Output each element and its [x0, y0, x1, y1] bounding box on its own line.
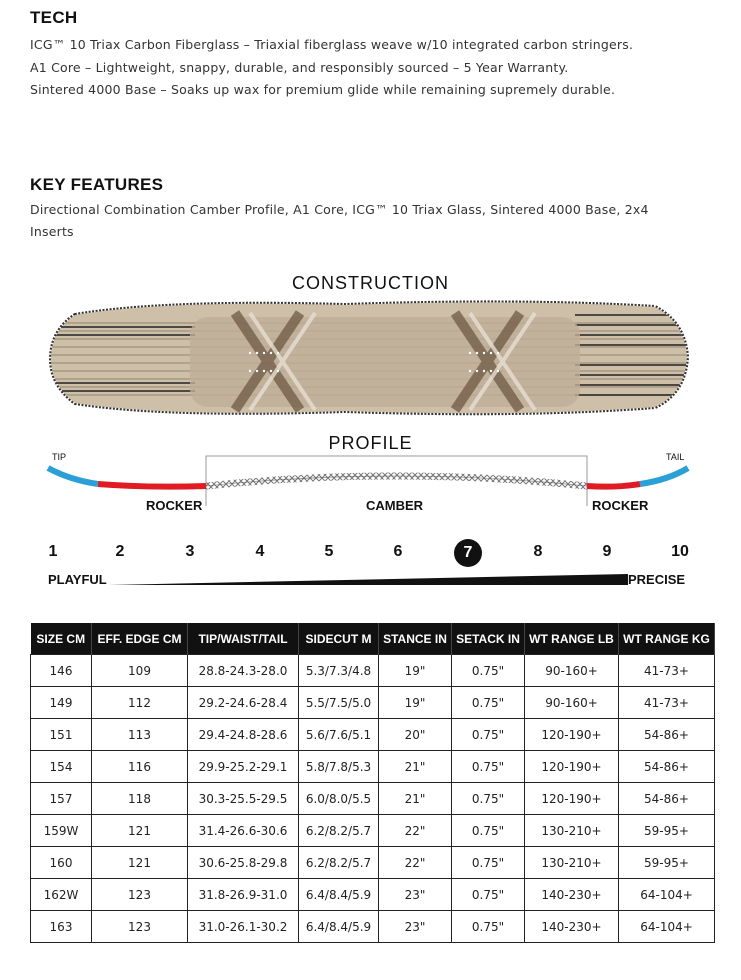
cell-stance: 22" [379, 815, 452, 847]
cell-sidecut: 5.8/7.8/5.3 [299, 751, 379, 783]
cell-wt-kg: 54-86+ [619, 783, 715, 815]
flex-7-selected: 7 [454, 539, 482, 567]
cell-tip-waist-tail: 30.6-25.8-29.8 [188, 847, 299, 879]
cell-wt-lb: 140-230+ [525, 879, 619, 911]
cell-size: 163 [31, 911, 92, 943]
table-row [31, 655, 715, 687]
specs-header-row [31, 623, 715, 655]
cell-eff-edge: 116 [92, 751, 188, 783]
cell-setback: 0.75" [452, 879, 525, 911]
cell-eff-edge: 109 [92, 655, 188, 687]
cell-setback: 0.75" [452, 911, 525, 943]
cell-wt-lb: 130-210+ [525, 847, 619, 879]
cell-tip-waist-tail: 31.4-26.6-30.6 [188, 815, 299, 847]
cell-wt-kg: 59-95+ [619, 815, 715, 847]
cell-setback: 0.75" [452, 687, 525, 719]
cell-stance: 21" [379, 783, 452, 815]
cell-wt-kg: 54-86+ [619, 751, 715, 783]
cell-eff-edge: 123 [92, 879, 188, 911]
tech-heading: TECH [30, 8, 78, 27]
flex-5: 5 [324, 543, 334, 560]
flex-9: 9 [602, 543, 612, 560]
cell-size: 157 [31, 783, 92, 815]
specs-table [30, 623, 715, 943]
flex-2: 2 [115, 543, 125, 560]
rocker-right-label: ROCKER [592, 498, 649, 513]
col-header-wt-kg: WT RANGE KG [619, 623, 715, 655]
cell-tip-waist-tail: 28.8-24.3-28.0 [188, 655, 299, 687]
cell-sidecut: 5.3/7.3/4.8 [299, 655, 379, 687]
cell-size: 154 [31, 751, 92, 783]
cell-wt-lb: 90-160+ [525, 687, 619, 719]
cell-setback: 0.75" [452, 783, 525, 815]
cell-stance: 22" [379, 847, 452, 879]
cell-setback: 0.75" [452, 751, 525, 783]
key-features-line-1: Directional Combination Camber Profile, A1 Core, ICG™ 10 Triax Glass, Sintered 4000 Base, 2x4 [30, 202, 649, 217]
cell-wt-lb: 90-160+ [525, 655, 619, 687]
cell-wt-kg: 59-95+ [619, 847, 715, 879]
cell-setback: 0.75" [452, 719, 525, 751]
cell-size: 146 [31, 655, 92, 687]
flex-3: 3 [185, 543, 195, 560]
construction-title: CONSTRUCTION [292, 273, 449, 293]
table-row [31, 815, 715, 847]
cell-sidecut: 6.0/8.0/5.5 [299, 783, 379, 815]
cell-tip-waist-tail: 31.0-26.1-30.2 [188, 911, 299, 943]
cell-size: 149 [31, 687, 92, 719]
cell-eff-edge: 121 [92, 815, 188, 847]
table-row [31, 687, 715, 719]
cell-wt-lb: 120-190+ [525, 783, 619, 815]
col-header-setback: SETACK IN [452, 623, 525, 655]
tip-label: TIP [52, 452, 67, 462]
cell-sidecut: 5.5/7.5/5.0 [299, 687, 379, 719]
construction-board-illustration [45, 295, 693, 423]
cell-eff-edge: 112 [92, 687, 188, 719]
tail-label: TAIL [666, 452, 685, 462]
flex-4: 4 [255, 543, 265, 560]
cell-stance: 20" [379, 719, 452, 751]
cell-tip-waist-tail: 30.3-25.5-29.5 [188, 783, 299, 815]
cell-sidecut: 6.2/8.2/5.7 [299, 847, 379, 879]
col-header-tip-waist-tail: TIP/WAIST/TAIL [188, 623, 299, 655]
flex-wedge [108, 572, 628, 586]
table-row [31, 719, 715, 751]
cell-stance: 23" [379, 911, 452, 943]
col-header-sidecut: SIDECUT M [299, 623, 379, 655]
table-row [31, 847, 715, 879]
cell-tip-waist-tail: 31.8-26.9-31.0 [188, 879, 299, 911]
flex-10: 10 [671, 543, 689, 560]
cell-wt-lb: 130-210+ [525, 815, 619, 847]
cell-wt-kg: 41-73+ [619, 655, 715, 687]
cell-sidecut: 6.4/8.4/5.9 [299, 911, 379, 943]
cell-setback: 0.75" [452, 655, 525, 687]
table-row [31, 783, 715, 815]
tech-line-2: A1 Core – Lightweight, snappy, durable, and responsibly sourced – 5 Year Warranty. [30, 60, 569, 75]
col-header-size: SIZE CM [31, 623, 92, 655]
tech-line-1: ICG™ 10 Triax Carbon Fiberglass – Triaxial fiberglass weave w/10 integrated carbon stringers. [30, 37, 634, 52]
flex-1: 1 [48, 543, 58, 560]
cell-wt-kg: 64-104+ [619, 911, 715, 943]
cell-stance: 19" [379, 687, 452, 719]
cell-wt-kg: 64-104+ [619, 879, 715, 911]
cell-setback: 0.75" [452, 815, 525, 847]
cell-wt-lb: 120-190+ [525, 751, 619, 783]
col-header-wt-lb: WT RANGE LB [525, 623, 619, 655]
cell-wt-lb: 140-230+ [525, 911, 619, 943]
cell-sidecut: 5.6/7.6/5.1 [299, 719, 379, 751]
cell-stance: 23" [379, 879, 452, 911]
cell-sidecut: 6.4/8.4/5.9 [299, 879, 379, 911]
cell-sidecut: 6.2/8.2/5.7 [299, 815, 379, 847]
rocker-left-label: ROCKER [146, 498, 203, 513]
cell-eff-edge: 123 [92, 911, 188, 943]
cell-eff-edge: 121 [92, 847, 188, 879]
cell-setback: 0.75" [452, 847, 525, 879]
tech-line-3: Sintered 4000 Base – Soaks up wax for premium glide while remaining supremely durable. [30, 82, 616, 97]
flex-6: 6 [393, 543, 403, 560]
col-header-stance: STANCE IN [379, 623, 452, 655]
cell-tip-waist-tail: 29.2-24.6-28.4 [188, 687, 299, 719]
cell-wt-kg: 54-86+ [619, 719, 715, 751]
cell-size: 162W [31, 879, 92, 911]
precise-label: PRECISE [628, 572, 686, 587]
playful-label: PLAYFUL [48, 572, 107, 587]
flex-8: 8 [533, 543, 543, 560]
cell-tip-waist-tail: 29.9-25.2-29.1 [188, 751, 299, 783]
cell-stance: 21" [379, 751, 452, 783]
table-row [31, 751, 715, 783]
key-features-line-2: Inserts [30, 224, 74, 239]
cell-wt-lb: 120-190+ [525, 719, 619, 751]
profile-diagram [40, 448, 700, 528]
camber-label: CAMBER [366, 498, 424, 513]
cell-wt-kg: 41-73+ [619, 687, 715, 719]
cell-size: 159W [31, 815, 92, 847]
table-row [31, 879, 715, 911]
cell-tip-waist-tail: 29.4-24.8-28.6 [188, 719, 299, 751]
col-header-eff-edge: EFF. EDGE CM [92, 623, 188, 655]
profile-title: PROFILE [328, 433, 413, 453]
cell-stance: 19" [379, 655, 452, 687]
table-row [31, 911, 715, 943]
cell-size: 160 [31, 847, 92, 879]
cell-size: 151 [31, 719, 92, 751]
cell-eff-edge: 118 [92, 783, 188, 815]
cell-eff-edge: 113 [92, 719, 188, 751]
key-features-heading: KEY FEATURES [30, 175, 164, 194]
